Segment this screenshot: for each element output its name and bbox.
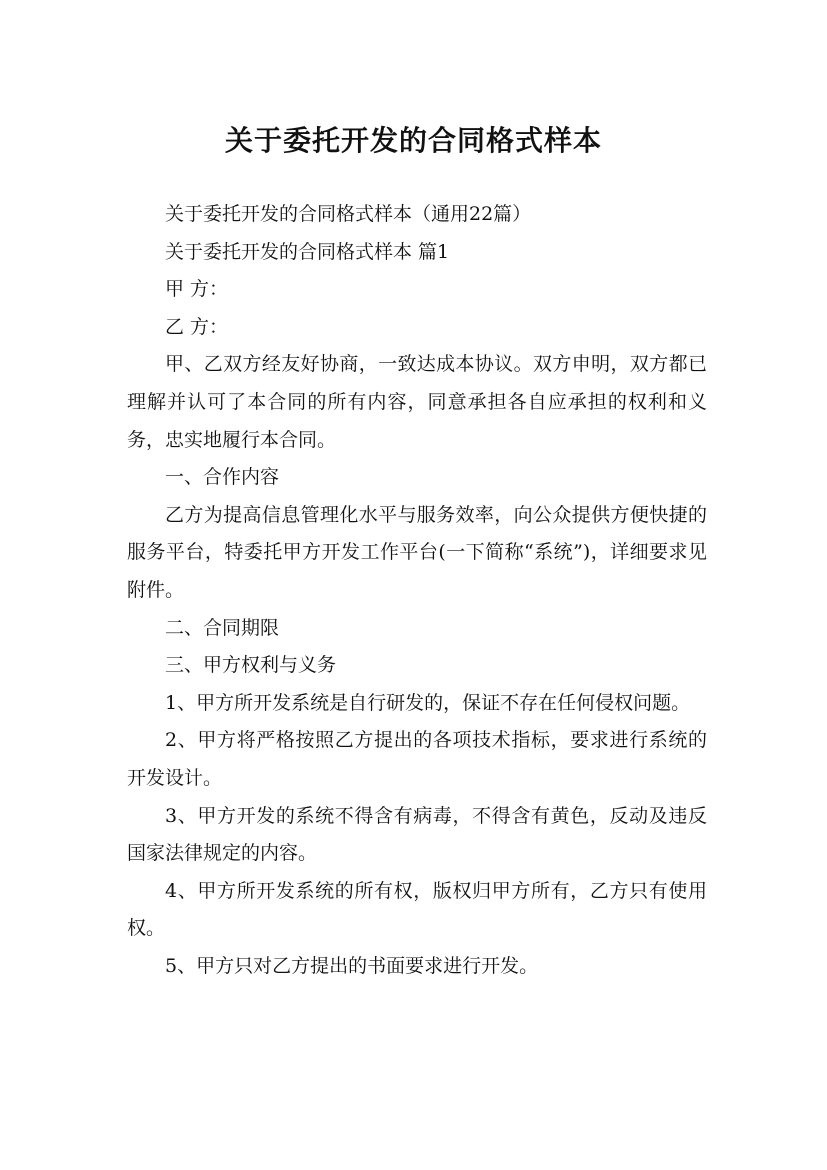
paragraph-party-b: 乙 方： — [165, 315, 229, 338]
paragraph-party-a: 甲 方： — [165, 278, 229, 301]
paragraph-clause-1: 1、甲方所开发系统是自行研发的，保证不存在任何侵权问题。 — [165, 691, 691, 714]
document-title: 关于委托开发的合同格式样本 — [224, 123, 602, 157]
paragraph-clause-3: 3、甲方开发的系统不得含有病毒，不得含有黄色，反动及违反国家法律规定的内容。 — [127, 804, 707, 865]
document-body — [127, 196, 707, 985]
paragraph-heading-cooperation: 一、合作内容 — [165, 466, 280, 489]
paragraph-clause-4: 4、甲方所开发系统的所有权，版权归甲方所有，乙方只有使用权。 — [127, 879, 707, 940]
paragraph-heading-party-a-rights: 三、甲方权利与义务 — [165, 654, 337, 677]
paragraph-preamble: 甲、乙双方经友好协商，一致达成本协议。双方申明，双方都已理解并认可了本合同的所有内容，同意承担各自应承担的权利和义务，忠实地履行本合同。 — [127, 353, 707, 451]
paragraph-heading-term: 二、合同期限 — [165, 616, 280, 639]
paragraph-subtitle: 关于委托开发的合同格式样本（通用22篇） — [165, 203, 532, 225]
paragraph-clause-5: 5、甲方只对乙方提出的书面要求进行开发。 — [165, 954, 539, 977]
paragraph-cooperation-content: 乙方为提高信息管理化水平与服务效率，向公众提供方便快捷的服务平台，特委托甲方开发工作平台(一下简称“系统”)，详细要求见附件。 — [127, 503, 707, 601]
paragraph-section-heading: 关于委托开发的合同格式样本 篇1 — [165, 240, 450, 263]
paragraph-clause-2: 2、甲方将严格按照乙方提出的各项技术指标，要求进行系统的开发设计。 — [127, 729, 707, 789]
